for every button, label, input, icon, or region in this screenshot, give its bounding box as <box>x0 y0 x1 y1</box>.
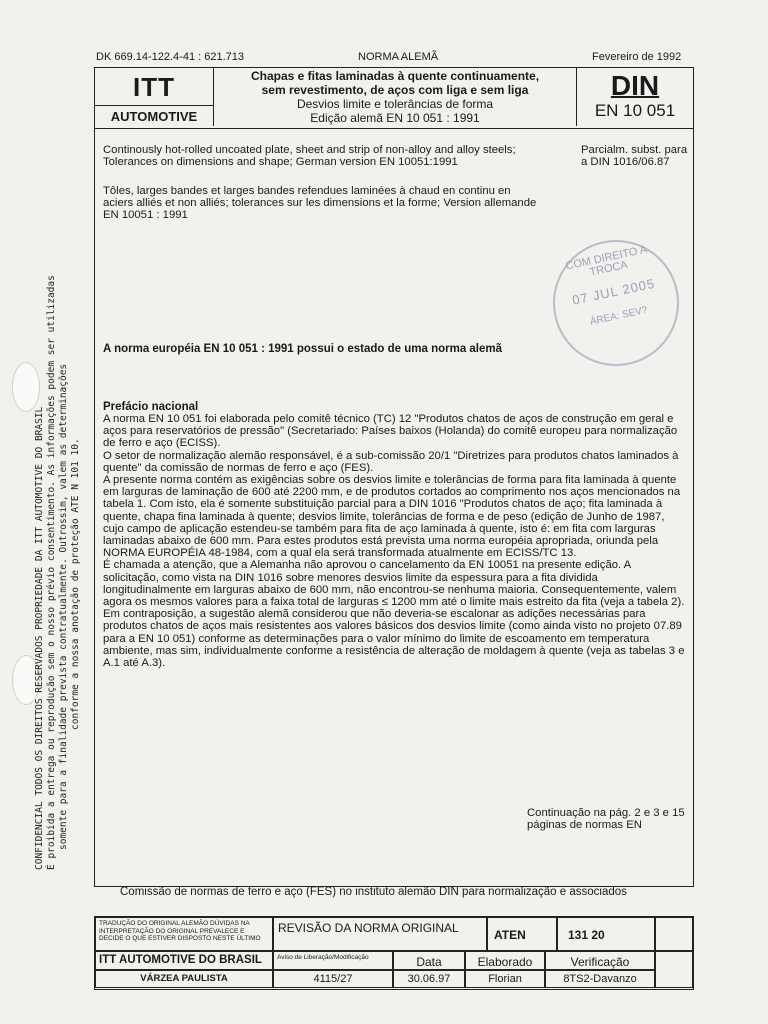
title-line-3: Desvios limite e tolerâncias de forma <box>296 97 494 111</box>
title-line-4: Edição alemã EN 10 051 : 1991 <box>310 111 480 125</box>
document-body <box>94 127 694 887</box>
revision-label: REVISÃO DA NORMA ORIGINAL <box>273 917 487 951</box>
aten-number: 131 20 <box>557 917 655 951</box>
stamp-date: 07 JUL 2005 <box>570 275 657 308</box>
sidebar-line: É proibida a entrega ou reprodução sem o nosso prévio consentimento. As informações podem ser utilizadas <box>46 275 57 870</box>
itt-logo-subtitle: AUTOMOTIVE <box>95 105 213 124</box>
issue-date: Fevereiro de 1992 <box>592 51 682 63</box>
classification-ref: DK 669.14-122.4-41 : 621.713 <box>96 51 245 63</box>
aten-label: ATEN <box>487 917 557 951</box>
date-label: Data <box>393 951 465 970</box>
exchange-stamp <box>541 228 690 377</box>
header-box <box>94 67 694 129</box>
itt-logo-block <box>95 68 214 126</box>
document-frame <box>92 50 712 985</box>
preface-text: A presente norma contém as exigências sobre os desvios limite e tolerâncias de forma para fita laminada à quente em larguras de laminação de 600 até 2200 mm, e de produtos cortados ao comprimento nos aços mencionados na tabela 1. Com isto, ela é somente substituição parcial para a DIN 1016 "Produtos chatos de aço; fita laminada à quente, chapa fina laminada à quente; desvios limite, tolerâncias de forma e de peso (edição de Junho de 1987, cujo campo de aplicação estendeu-se também para fita de aço laminada à quente, isto é: em fita com larguras laminadas abaixo de 600 mm. Para estes produtos está prevista uma norma européia apropriada, oriunda pela NORMA EUROPÉIA 48-1984, com a qual ela será transformada atualmente em ECISS/TC 13. <box>103 474 681 560</box>
title-line-2: sem revestimento, de aços com liga e sem liga <box>261 83 529 97</box>
statement-heading: A norma européia EN 10 051 : 1991 possui o estado de uma norma alemã <box>103 343 503 355</box>
preface-text: Em contraposição, a sugestão alemã considerou que não deveria-se escalonar as adições necessárias para produtos chatos de aços mais resistentes aos valores básicos dos desvios limite (como ainda visto no projeto 07.89 para a EN 10 051) conforme as determinações para o valor mínimo do limite de escoamento em temperatura ambiente, mas sim, individualmente conforme a resistência de alteração de moldagem à quente (veja as tabelas 3 e A.1 até A.3). <box>103 608 685 670</box>
sidebar-line: conforme a nossa anotação de proteção ATE N 101 10. <box>70 438 81 730</box>
sidebar-line: somente para a finalidade prevista contratualmente. Outrossim, valem as determinações <box>58 363 69 850</box>
verification-label: Verificação <box>545 951 655 970</box>
stamp-text: COM DIREITO A TROCA <box>564 243 649 279</box>
preface-heading: Prefácio nacional <box>103 401 199 413</box>
commission-line: Comissão de normas de ferro e aço (FES) no instituto alemão DIN para normalização e associados <box>120 886 627 898</box>
company-location: VÁRZEA PAULISTA <box>95 970 273 988</box>
footer-table <box>94 916 694 990</box>
din-block <box>576 68 693 126</box>
prepared-by-value: Florian <box>465 970 545 988</box>
company-name: ITT AUTOMOTIVE DO BRASIL <box>95 951 273 970</box>
verification-value: 8TS2-Davanzo <box>545 970 655 988</box>
top-line <box>96 51 706 67</box>
preface-text: A norma EN 10 051 foi elaborada pelo comitê técnico (TC) 12 "Produtos chatos de aços de construção em geral e aços para reservatórios de pressão" (Secretariado: Países baixos (Holanda) do comitê europeu para normalização de ferro e aço (ECISS). <box>103 413 678 450</box>
itt-logo: ITT <box>133 72 175 102</box>
sidebar-line: CONFIDENCIAL TODOS OS DIREITOS RESERVADOS PROPRIEDADE DA ITT AUTOMOTIVE DO BRASIL <box>34 406 45 870</box>
stamp-area: ÁREA: SEV? <box>589 304 649 328</box>
continuation-note: Continuação na pág. 2 e 3 e 15 páginas de normas EN <box>527 807 685 832</box>
preface-paragraph <box>103 413 687 669</box>
preface-text: O setor de normalização alemão responsável, é a sub-comissão 20/1 "Diretrizes para produtos chatos laminados à quente" da comissão de normas de ferro e aço (FES). <box>103 449 679 474</box>
partial-substitution-note: Parcialm. subst. para a DIN 1016/06.87 <box>581 144 688 169</box>
prepared-by-label: Elaborado <box>465 951 545 970</box>
title-line-1: Chapas e fitas laminadas à quente continuamente, <box>250 69 540 83</box>
english-title: Continously hot-rolled uncoated plate, sheet and strip of non-alloy and alloy steels; Tolerances on dimensions and shape; German version EN 10051:1991 <box>103 144 516 169</box>
release-notice-value: 4115/27 <box>273 970 393 988</box>
release-notice-label: Aviso de Liberação/Modificação <box>273 951 393 970</box>
standard-number: EN 10 051 <box>594 101 676 120</box>
document-title <box>215 68 575 125</box>
din-label: DIN <box>610 70 660 101</box>
date-value: 30.06.97 <box>393 970 465 988</box>
french-title: Tôles, larges bandes et larges bandes refendues laminées à chaud en continu en aciers alliés et non alliés; tolerances sur les dimensions et la forme; Version allemande EN 10051 : 1991 <box>103 185 537 222</box>
preface-text: É chamada a atenção, que a Alemanha não aprovou o cancelamento da EN 10051 na presente edição. A solicitação, como vista na DIN 1016 sobre menores desvios limite da espessura para a fita dividida longitudinalmente em larguras abaixo de 600 mm, não encontrou-se nenhuma maioria. Consequentemente, valem agora os mesmos valores para a faixa total de larguras ≤ 1200 mm até o limite mais estreito da fita (veja a tabela 2). <box>103 559 685 609</box>
empty-cell <box>655 917 693 951</box>
translation-note: TRADUÇÃO DO ORIGINAL ALEMÃO DÚVIDAS NA INTERPRETAÇÃO DO ORIGINAL PREVALECE E DECIDE O QUE ESTIVER DISPOSTO NESTE ÚLTIMO <box>95 917 273 951</box>
norm-type: NORMA ALEMÃ <box>358 51 439 63</box>
empty-cell <box>655 951 693 988</box>
